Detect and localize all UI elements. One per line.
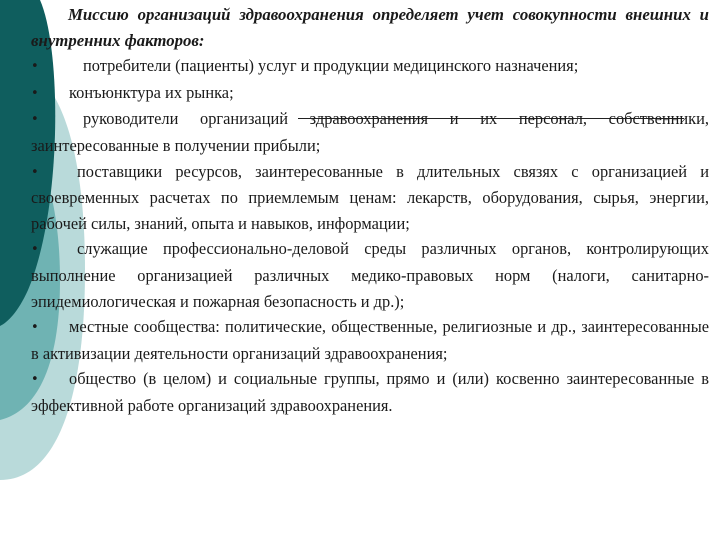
bullet-icon: • [31, 164, 39, 180]
bullet-icon: • [31, 320, 39, 336]
list-item-text: потребители (пациенты) услуг и продукции медицинского назначения; [83, 56, 579, 76]
factor-list [31, 53, 709, 418]
bullet-icon: • [31, 85, 39, 101]
list-item [31, 314, 709, 366]
list-item [31, 53, 709, 80]
slide-text [31, 2, 709, 419]
list-item-text: поставщики ресурсов, заинтересованные в длительных связях с организацией и своевременных расчетах по приемлемым ценам: лекарств, оборудования, сырья, энергии, рабочей силы, знаний, опыта и навыков, информации; [31, 161, 709, 233]
list-item-text: руководители организаций здравоохранения и их персонал, собственники, заинтересованные в получении прибыли; [31, 109, 709, 155]
slide-title: Миссию организаций здравоохранения определяет учет совокупности внешних и внутренних факторов: [31, 5, 709, 50]
bullet-icon: • [31, 242, 39, 258]
list-item-text: служащие профессионально-деловой среды различных органов, контролирующих выполнение организацией различных медико-правовых норм (налоги, санитарно-эпидемиологическая и пожарная безопасность и др.); [31, 239, 709, 311]
list-item-text: конъюнктура их рынка; [69, 82, 234, 102]
list-item [31, 236, 709, 314]
list-item [31, 366, 709, 418]
list-item-text: местные сообщества: политические, общественные, религиозные и др., заинтересованные в активизации деятельности организаций здравоохранения; [31, 317, 709, 363]
list-item [31, 159, 709, 237]
bullet-icon: • [31, 59, 39, 75]
bullet-icon: • [31, 372, 39, 388]
list-item [31, 106, 709, 158]
list-item [31, 80, 709, 107]
bullet-icon: • [31, 112, 39, 128]
list-item-text: общество (в целом) и социальные группы, прямо и (или) косвенно заинтересованные в эффективной работе организаций здравоохранения. [31, 369, 709, 415]
